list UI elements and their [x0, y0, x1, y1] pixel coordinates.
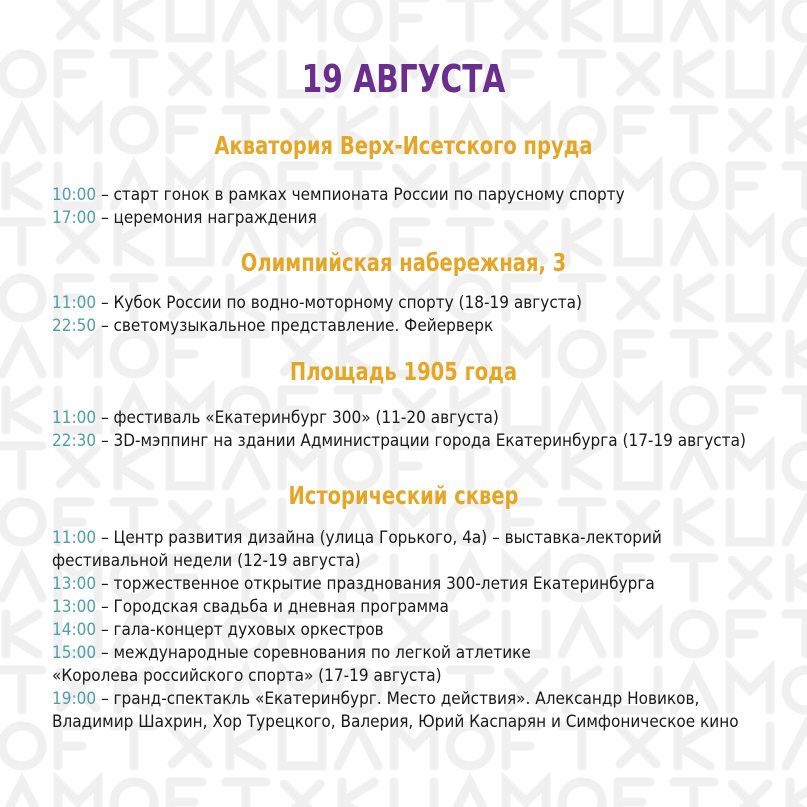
event-item-continuation [52, 711, 739, 734]
event-description: гала-концерт духовых оркестров [113, 620, 384, 640]
event-description: Кубок России по водно-моторному спорту (18-19 августа) [113, 293, 583, 313]
event-item [52, 292, 718, 315]
event-time: 11:00 [52, 408, 97, 428]
event-dash: – [96, 574, 114, 594]
event-dash: – [96, 293, 114, 313]
event-item [52, 207, 718, 230]
event-description: Городская свадьба и дневная программа [113, 597, 449, 617]
event-description: «Королева российского спорта» (17-19 августа) [52, 666, 442, 686]
event-dash: – [96, 597, 114, 617]
event-description: 3D-мэппинг на здании Администрации города Екатеринбурга (17-19 августа) [113, 431, 746, 451]
event-description: международные соревнования по легкой атлетике [113, 643, 531, 663]
event-description: фестивальной недели (12-19 августа) [52, 551, 361, 571]
event-dash: – [96, 689, 114, 709]
event-item [52, 642, 718, 665]
event-time: 13:00 [52, 597, 97, 617]
main-title: 19 АВГУСТА [301, 57, 506, 101]
event-time: 22:30 [52, 431, 97, 451]
event-description: Владимир Шахрин, Хор Турецкого, Валерия, Юрий Каспарян и Симфоническое кино [52, 712, 739, 732]
section-title-akvatoriya: Акватория Верх-Исетского пруда [214, 131, 593, 160]
event-item [52, 619, 718, 642]
event-list-akvatoriya [52, 184, 792, 230]
event-item [52, 573, 718, 596]
event-description: гранд-спектакль «Екатеринбург. Место действия». Александр Новиков, [113, 689, 700, 709]
event-time: 10:00 [52, 185, 97, 205]
event-time: 13:00 [52, 574, 97, 594]
event-description: светомузыкальное представление. Фейерверк [113, 316, 494, 336]
event-dash: – [96, 316, 114, 336]
event-description: церемония награждения [113, 208, 317, 228]
event-description: старт гонок в рамках чемпионата России по парусному спорту [113, 185, 625, 205]
event-dash: – [96, 620, 114, 640]
event-item [52, 407, 718, 430]
event-item [52, 688, 718, 711]
event-item [52, 430, 746, 453]
event-description: торжественное открытие празднования 300-летия Екатеринбурга [113, 574, 655, 594]
event-dash: – [96, 643, 114, 663]
section-title-ploshchad: Площадь 1905 года [289, 357, 518, 386]
event-dash: – [96, 528, 114, 548]
event-time: 11:00 [52, 528, 97, 548]
event-description: Центр развития дизайна (улица Горького, 4а) – выставка-лекторий [113, 528, 662, 548]
event-item [52, 596, 718, 619]
event-list-naberezhnaya [52, 292, 792, 338]
event-time: 15:00 [52, 643, 97, 663]
section-title-naberezhnaya: Олимпийская набережная, 3 [240, 248, 567, 277]
event-item [52, 527, 718, 550]
event-time: 14:00 [52, 620, 97, 640]
event-dash: – [96, 431, 114, 451]
event-item [52, 184, 718, 207]
event-time: 19:00 [52, 689, 97, 709]
event-list-ploshchad [52, 407, 792, 453]
event-dash: – [96, 408, 114, 428]
section-title-skver: Исторический сквер [288, 481, 519, 510]
event-item [52, 315, 718, 338]
event-item-continuation [52, 665, 718, 688]
event-time: 22:50 [52, 316, 97, 336]
event-time: 11:00 [52, 293, 97, 313]
event-item-continuation [52, 550, 718, 573]
event-list-skver [52, 527, 792, 734]
event-dash: – [96, 208, 114, 228]
event-time: 17:00 [52, 208, 97, 228]
event-dash: – [96, 185, 114, 205]
event-description: фестиваль «Екатеринбург 300» (11-20 августа) [113, 408, 499, 428]
